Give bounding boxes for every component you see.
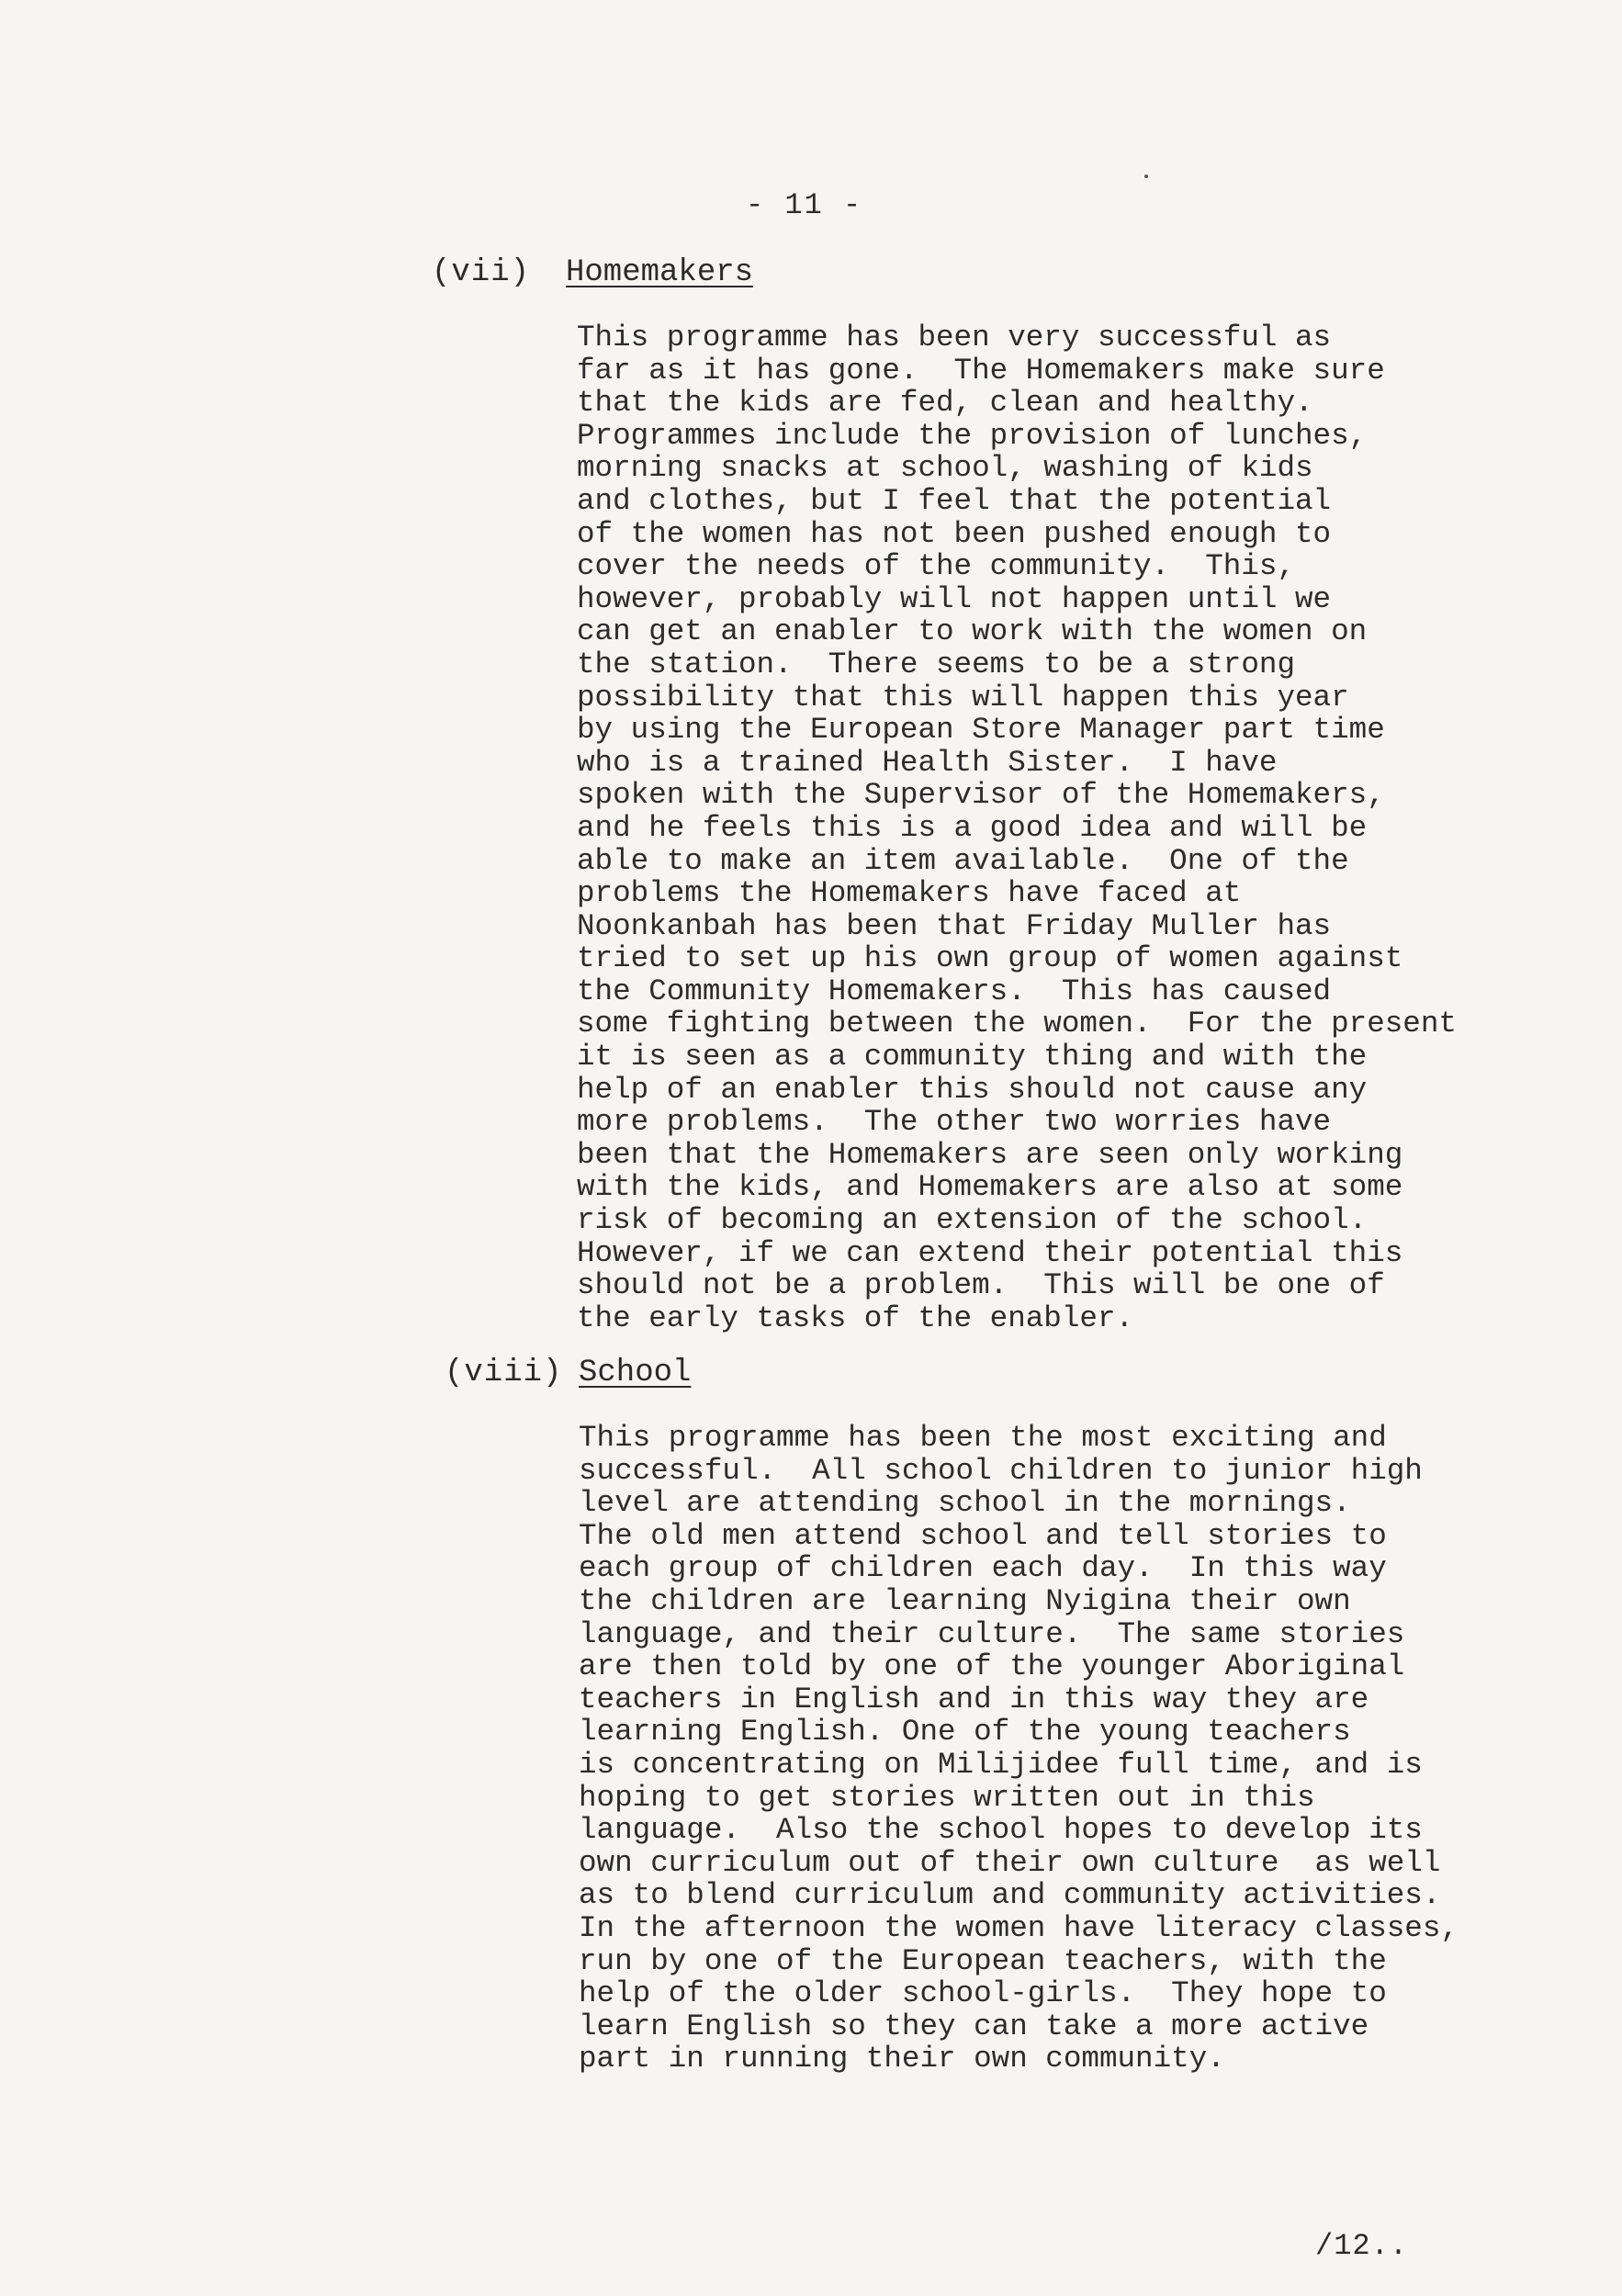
text-line: and he feels this is a good idea and will be xyxy=(577,810,1368,845)
text-line: language, and their culture. The same stories xyxy=(579,1616,1405,1651)
text-line: possibility that this will happen this year xyxy=(577,680,1349,715)
text-line: learn English so they can take a more active xyxy=(579,2009,1369,2043)
text-line: However, if we can extend their potential this xyxy=(577,1235,1403,1270)
text-line: successful. All school children to junior high xyxy=(579,1453,1423,1488)
page-number: - 11 - xyxy=(746,188,863,222)
text-line: the Community Homemakers. This has caused xyxy=(577,974,1332,1008)
text-line: help of an enabler this should not cause any xyxy=(577,1072,1368,1107)
section-marker-vii: (vii) xyxy=(432,255,531,290)
text-line: who is a trained Health Sister. I have xyxy=(577,745,1278,780)
text-line: hoping to get stories written out in this xyxy=(579,1780,1315,1815)
text-line: should not be a problem. This will be one of xyxy=(577,1268,1385,1303)
text-line: own curriculum out of their own culture as well xyxy=(579,1845,1441,1880)
text-line: some fighting between the women. For the present xyxy=(577,1007,1457,1041)
text-line: risk of becoming an extension of the school. xyxy=(577,1203,1368,1238)
text-line: more problems. The other two worries have xyxy=(577,1105,1332,1140)
text-line: Noonkanbah has been that Friday Muller has xyxy=(577,908,1332,943)
text-line: are then told by one of the younger Aboriginal xyxy=(579,1649,1405,1684)
continuation-marker: /12.. xyxy=(1315,2229,1409,2263)
text-line: the children are learning Nyigina their own xyxy=(579,1583,1351,1618)
text-line: level are attending school in the mornings. xyxy=(579,1486,1351,1521)
text-line: This programme has been very successful as xyxy=(577,321,1332,355)
text-line: of the women has not been pushed enough to xyxy=(577,516,1332,551)
text-line: teachers in English and in this way they are xyxy=(579,1682,1369,1716)
text-line: as to blend curriculum and community activities. xyxy=(579,1878,1441,1913)
text-line: the station. There seems to be a strong xyxy=(577,647,1296,681)
text-line: been that the Homemakers are seen only working xyxy=(577,1137,1403,1172)
text-line: with the kids, and Homemakers are also at some xyxy=(577,1170,1403,1205)
ink-speck xyxy=(1144,174,1148,178)
text-line: the early tasks of the enabler. xyxy=(577,1300,1134,1335)
school-paragraph xyxy=(579,1422,1459,2076)
text-line: This programme has been the most exciting and xyxy=(579,1421,1387,1455)
text-line: help of the older school-girls. They hope to xyxy=(579,1976,1387,2011)
text-line: part in running their own community. xyxy=(579,2042,1225,2077)
text-line: able to make an item available. One of the xyxy=(577,843,1349,878)
section-heading-homemakers: Homemakers xyxy=(566,255,754,290)
text-line: far as it has gone. The Homemakers make sure xyxy=(577,353,1385,388)
text-line: run by one of the European teachers, with the xyxy=(579,1943,1387,1978)
section-heading-school: School xyxy=(579,1356,692,1390)
text-line: however, probably will not happen until we xyxy=(577,581,1332,616)
text-line: it is seen as a community thing and with the xyxy=(577,1040,1368,1075)
text-line: tried to set up his own group of women against xyxy=(577,941,1403,976)
text-line: and clothes, but I feel that the potential xyxy=(577,483,1332,518)
text-line: problems the Homemakers have faced at xyxy=(577,876,1242,911)
text-line: by using the European Store Manager part time xyxy=(577,713,1385,748)
text-line: learning English. One of the young teachers xyxy=(579,1715,1351,1750)
text-line: that the kids are fed, clean and healthy. xyxy=(577,386,1313,421)
text-line: morning snacks at school, washing of kids xyxy=(577,451,1313,486)
text-line: The old men attend school and tell stories to xyxy=(579,1518,1387,1553)
text-line: In the afternoon the women have literacy classes, xyxy=(579,1910,1459,1945)
text-line: spoken with the Supervisor of the Homemakers, xyxy=(577,778,1385,813)
text-line: can get an enabler to work with the women on xyxy=(577,614,1368,649)
text-line: is concentrating on Milijidee full time, and is xyxy=(579,1747,1423,1782)
text-line: Programmes include the provision of lunches, xyxy=(577,418,1368,453)
text-line: language. Also the school hopes to develop its xyxy=(579,1813,1423,1848)
text-line: cover the needs of the community. This, xyxy=(577,549,1296,584)
section-marker-viii: (viii) xyxy=(445,1356,563,1390)
text-line: each group of children each day. In this way xyxy=(579,1551,1387,1586)
homemakers-paragraph xyxy=(577,321,1457,1334)
